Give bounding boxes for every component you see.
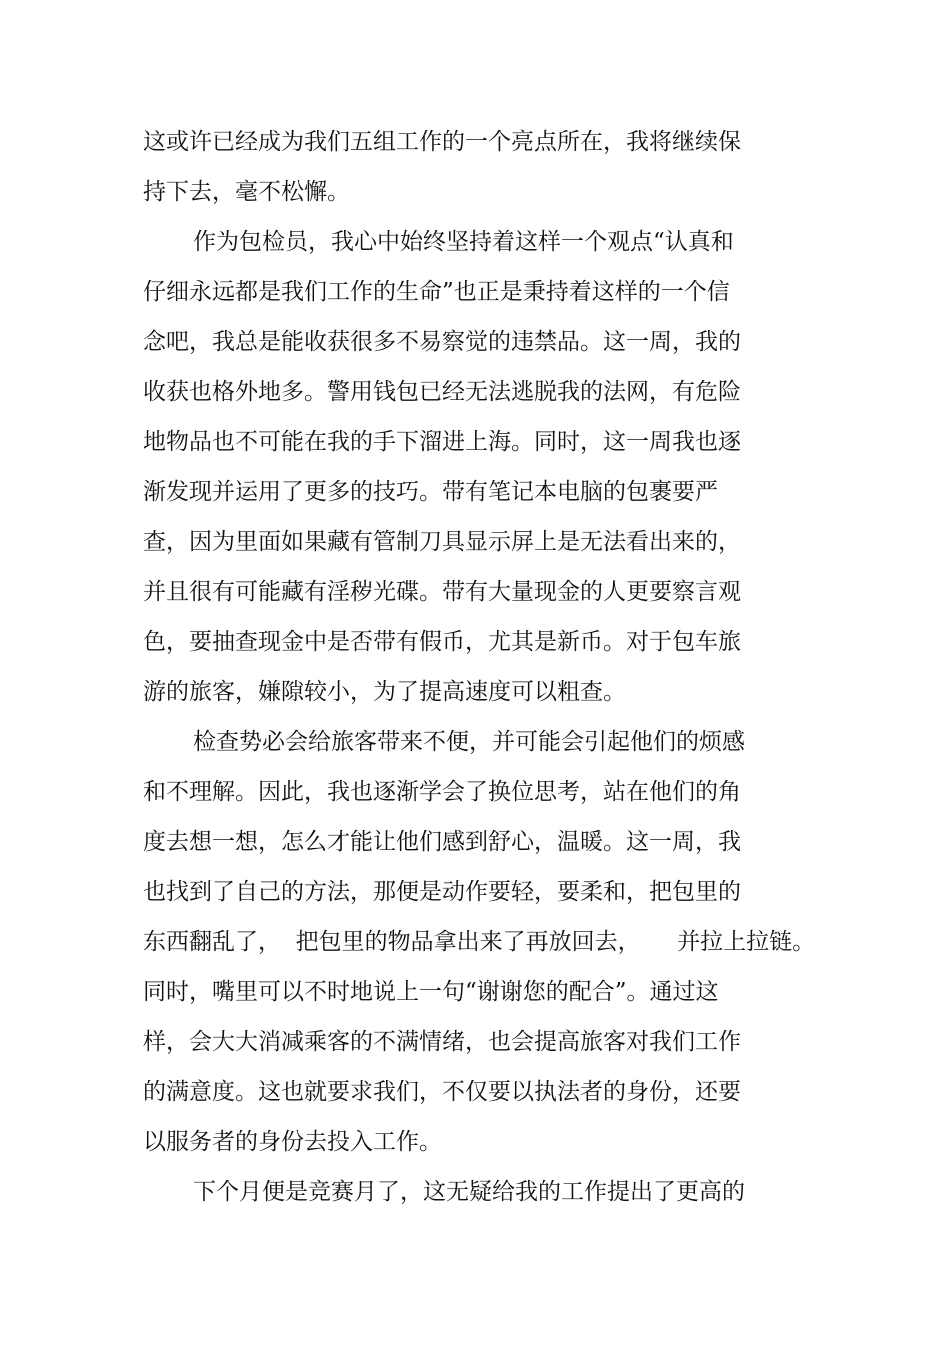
text-line: 色，要抽查现金中是否带有假币，尤其是新币。对于包车旅: [143, 629, 741, 655]
text-line: 度去想一想，怎么才能让他们感到舒心，温暖。这一周，我: [143, 829, 741, 855]
text-line: 持下去，毫不松懈。: [143, 179, 350, 205]
text-line: 同时，嘴里可以不时地说上一句“谢谢您的配合”。通过这: [143, 979, 719, 1005]
text-line: 收获也格外地多。警用钱包已经无法逃脱我的法网，有危险: [143, 379, 741, 405]
paragraph-first-line: 作为包检员，我心中始终坚持着这样一个观点“认真和: [193, 229, 734, 255]
text-line: 游的旅客，嫌隙较小，为了提高速度可以粗查。: [143, 679, 626, 705]
text-line: 也找到了自己的方法，那便是动作要轻，要柔和，把包里的: [143, 879, 741, 905]
text-line: 这或许已经成为我们五组工作的一个亮点所在，我将继续保: [143, 129, 741, 155]
paragraph-first-line: 检查势必会给旅客带来不便，并可能会引起他们的烦感: [193, 729, 745, 755]
text-line: 查，因为里面如果藏有管制刀具显示屏上是无法看出来的，: [143, 529, 741, 555]
text-line: 渐发现并运用了更多的技巧。带有笔记本电脑的包裹要严: [143, 479, 718, 505]
text-line: 和不理解。因此，我也逐渐学会了换位思考，站在他们的角: [143, 779, 741, 805]
text-line: 的满意度。这也就要求我们，不仅要以执法者的身份，还要: [143, 1079, 741, 1105]
text-line: 念吧，我总是能收获很多不易察觉的违禁品。这一周，我的: [143, 329, 741, 355]
text-line: 并且很有可能藏有淫秽光碟。带有大量现金的人更要察言观: [143, 579, 741, 605]
text-line: 以服务者的身份去投入工作。: [143, 1129, 442, 1155]
text-line: 样，会大大消减乘客的不满情绪，也会提高旅客对我们工作: [143, 1029, 741, 1055]
text-line: 仔细永远都是我们工作的生命”也正是秉持着这样的一个信: [143, 279, 730, 305]
text-line: 地物品也不可能在我的手下溜进上海。同时，这一周我也逐: [143, 429, 741, 455]
paragraph-first-line: 下个月便是竞赛月了，这无疑给我的工作提出了更高的: [193, 1179, 745, 1205]
text-line: 东西翻乱了， 把包里的物品拿出来了再放回去， 并拉上拉链。: [143, 929, 816, 955]
